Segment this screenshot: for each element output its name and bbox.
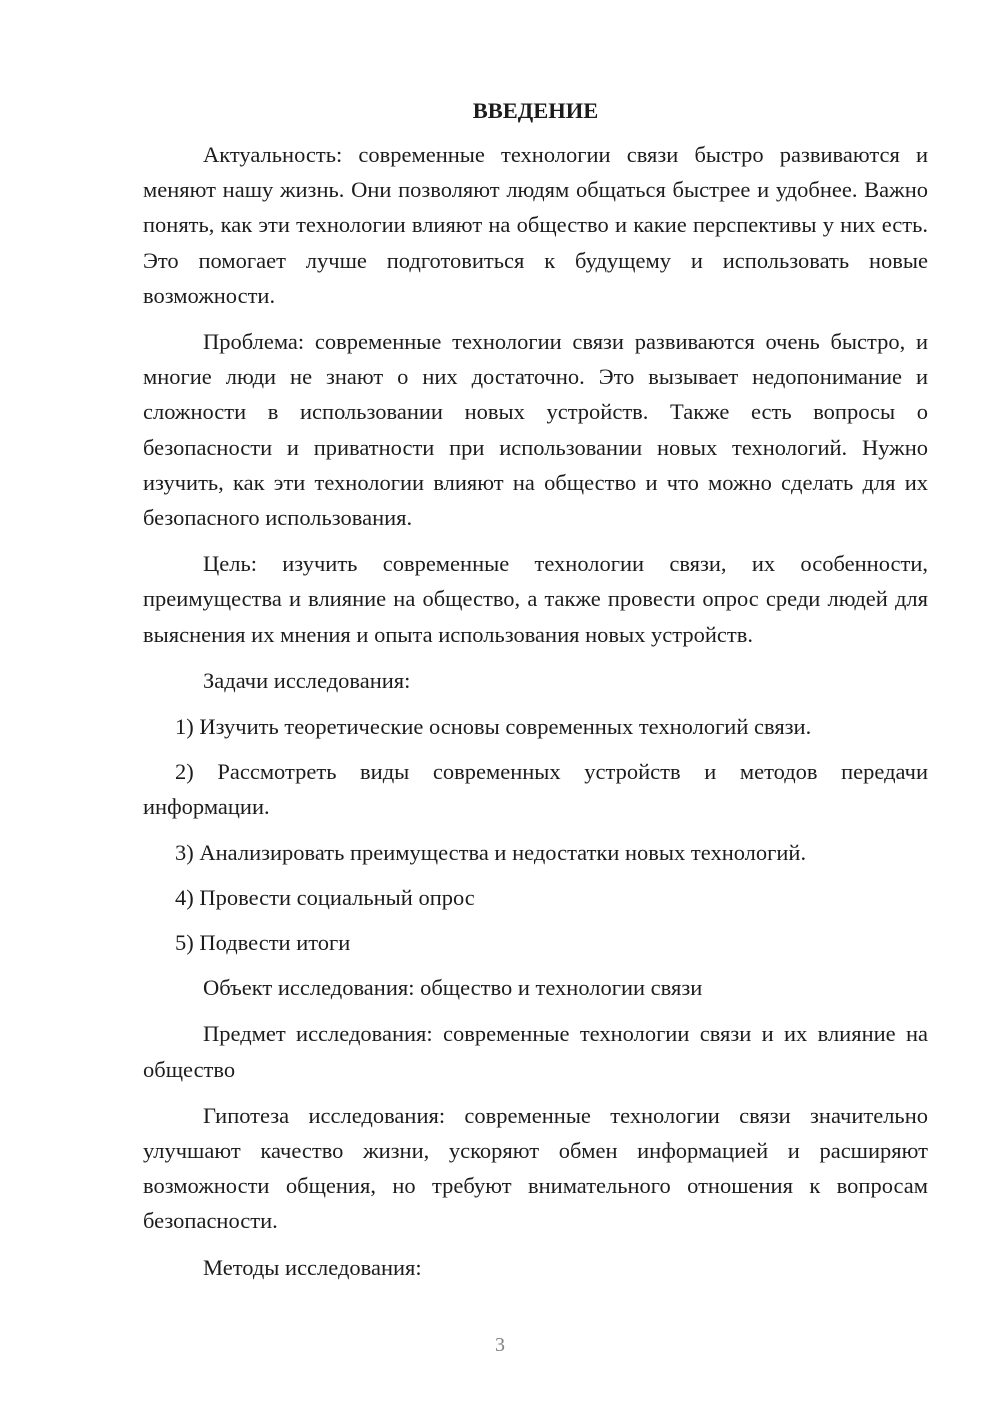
problem-paragraph: Проблема: современные технологии связи развиваются очень быстро, и многие люди не знают о них достаточно. Это вызывает недопонимание и сложности в использовании новых устройств. Также есть вопросы о безопасности и приватности при использовании новых технологий. Нужно изучить, как эти технологии влияют на общество и что можно сделать для их безопасного использования. [143,329,928,531]
page-number: 3 [495,1334,505,1356]
tasks-heading: Задачи исследования: [203,667,411,693]
hypothesis-paragraph: Гипотеза исследования: современные технологии связи значительно улучшают качество жизни, ускоряют обмен информацией и расширяют возможности общения, но требуют внимательного отношения к вопросам безопасности. [143,1102,928,1234]
methods-heading: Методы исследования: [203,1254,422,1280]
page-title: ВВЕДЕНИЕ [472,98,599,123]
object-paragraph: Объект исследования: общество и технологии связи [203,975,703,1001]
task-item: 1) Изучить теоретические основы современных технологий связи. [175,714,812,740]
task-item: 3) Анализировать преимущества и недостатки новых технологий. [175,839,807,865]
document-page [143,95,928,1296]
subject-paragraph: Предмет исследования: современные технологии связи и их влияние на общество [143,1021,928,1082]
task-item: 2) Рассмотреть виды современных устройств и методов передачи информации. [143,759,928,820]
task-item: 4) Провести социальный опрос [175,884,475,910]
goal-paragraph: Цель: изучить современные технологии связи, их особенности, преимущества и влияние на общество, а также провести опрос среди людей для выяснения их мнения и опыта использования новых устройств. [143,551,928,647]
task-item: 5) Подвести итоги [175,930,351,956]
relevance-paragraph: Актуальность: современные технологии связи быстро развиваются и меняют нашу жизнь. Они позволяют людям общаться быстрее и удобнее. Важно понять, как эти технологии влияют на общество и какие перспективы у них есть. Это помогает лучше подготовиться к будущему и использовать новые возможности. [143,142,928,308]
